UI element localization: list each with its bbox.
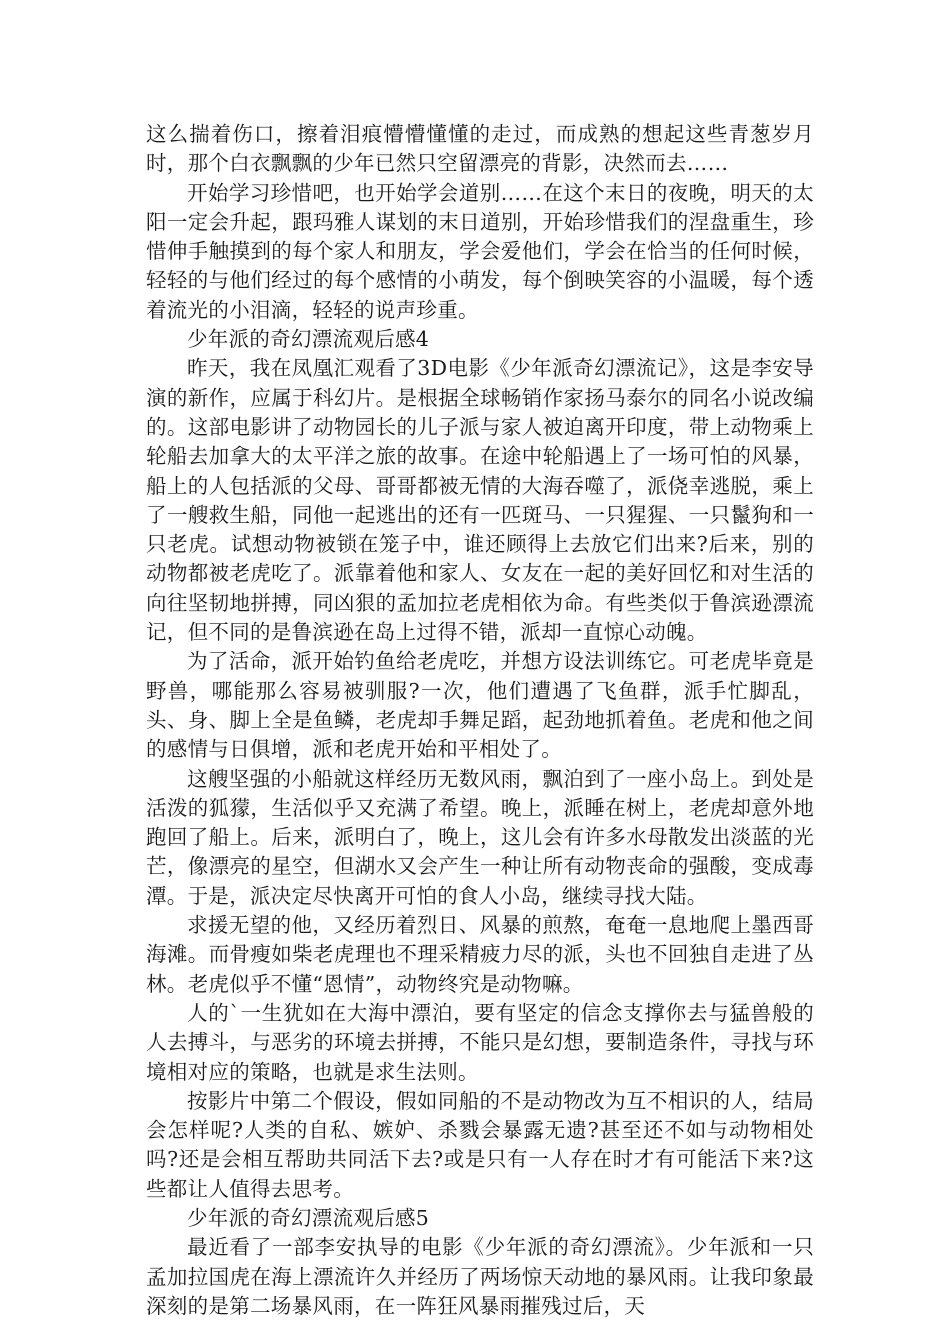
paragraph: 最近看了一部李安执导的电影《少年派的奇幻漂流》。少年派和一只孟加拉国虎在海上漂流许久并经历了两场惊天动地的暴风雨。让我印象最深刻的是第二场暴风雨，在一阵狂风暴雨摧残过后，天: [146, 1235, 814, 1318]
paragraph: 为了活命，派开始钓鱼给老虎吃，并想方设法训练它。可老虎毕竟是野兽，哪能那么容易被驯服?一次，他们遭遇了飞鱼群，派手忙脚乱，头、身、脚上全是鱼鳞，老虎却手舞足蹈，起劲地抓着鱼。老虎和他之间的感情与日俱增，派和老虎开始和平相处了。: [146, 649, 814, 762]
document-body: [146, 120, 814, 1321]
paragraph: 昨天，我在凤凰汇观看了3D电影《少年派奇幻漂流记》，这是李安导演的新作，应属于科幻片。是根据全球畅销作家扬马泰尔的同名小说改编的。这部电影讲了动物园长的儿子派与家人被迫离开印度，带上动物乘上轮船去加拿大的太平洋之旅的故事。在途中轮船遇上了一场可怕的风暴，船上的人包括派的父母、哥哥都被无情的大海吞噬了，派侥幸逃脱，乘上了一艘救生船，同他一起逃出的还有一匹斑马、一只猩猩、一只鬣狗和一只老虎。试想动物被锁在笼子中，谁还顾得上去放它们出来?后来，别的动物都被老虎吃了。派靠着他和家人、女友在一起的美好回忆和对生活的向往坚韧地拼搏，同凶狠的孟加拉老虎相依为命。有些类似于鲁滨逊漂流记，但不同的是鲁滨逊在岛上过得不错，派却一直惊心动魄。: [146, 356, 814, 645]
paragraph: 这么揣着伤口，擦着泪痕懵懵懂懂的走过，而成熟的想起这些青葱岁月时，那个白衣飘飘的少年已然只空留漂亮的背影，决然而去……: [146, 122, 814, 176]
paragraph: 这艘坚强的小船就这样经历无数风雨，飘泊到了一座小岛上。到处是活泼的狐獴，生活似乎又充满了希望。晚上，派睡在树上，老虎却意外地跑回了船上。后来，派明白了，晚上，这儿会有许多水母散发出淡蓝的光芒，像漂亮的星空，但湖水又会产生一种让所有动物丧命的强酸，变成毒潭。于是，派决定尽快离开可怕的食人小岛，继续寻找大陆。: [146, 766, 814, 908]
section-heading: 少年派的奇幻漂流观后感4: [187, 327, 430, 352]
paragraph: 求援无望的他，又经历着烈日、风暴的煎熬，奄奄一息地爬上墨西哥海滩。而骨瘦如柴老虎理也不理采精疲力尽的派，头也不回独自走进了丛林。老虎似乎不懂“恩情”，动物终究是动物嘛。: [146, 913, 814, 996]
section-heading: 少年派的奇幻漂流观后感5: [187, 1205, 430, 1230]
paragraph: 按影片中第二个假设，假如同船的不是动物改为互不相识的人，结局会怎样呢?人类的自私、嫉妒、杀戮会暴露无遗?甚至还不如与动物相处吗?还是会相互帮助共同活下去?或是只有一人存在时才有可能活下来?这些都让人值得去思考。: [146, 1088, 814, 1201]
paragraph: 开始学习珍惜吧，也开始学会道别……在这个末日的夜晚，明天的太阳一定会升起，跟玛雅人谋划的末日道别，开始珍惜我们的涅盘重生，珍惜伸手触摸到的每个家人和朋友，学会爱他们，学会在恰当的任何时候，轻轻的与他们经过的每个感情的小萌发，每个倒映笑容的小温暖，每个透着流光的小泪滴，轻轻的说声珍重。: [146, 180, 814, 322]
paragraph: 人的`一生犹如在大海中漂泊，要有坚定的信念支撑你去与猛兽般的人去搏斗，与恶劣的环境去拼搏，不能只是幻想，要制造条件，寻找与环境相对应的策略，也就是求生法则。: [146, 1000, 814, 1084]
